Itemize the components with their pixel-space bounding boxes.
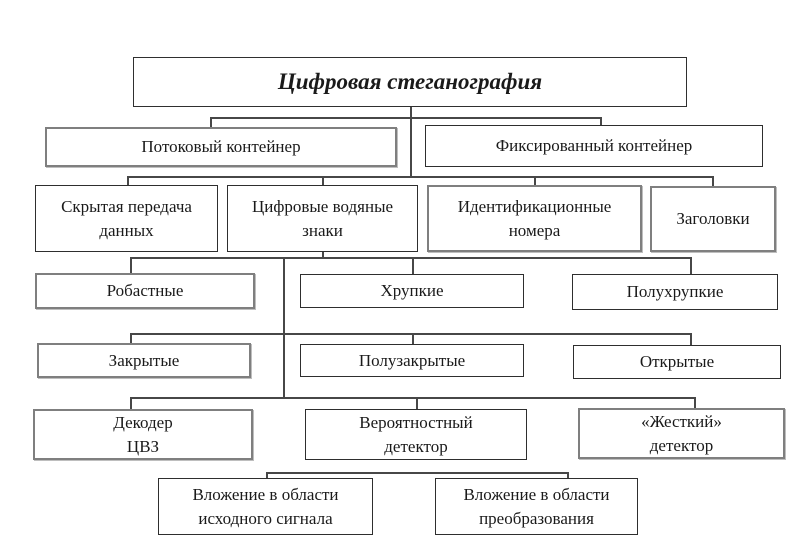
node-label-line: знаки (302, 220, 343, 240)
node-label-line: Декодер (113, 412, 173, 432)
node-stream-container (45, 127, 397, 167)
node-label-line: Полузакрытые (358, 350, 466, 370)
node-probabilistic-detector (305, 409, 527, 460)
node-label-line: исходного сигнала (198, 508, 333, 528)
node-label-line: Закрытые (108, 350, 180, 370)
node-embedding-source-domain (158, 478, 373, 535)
connector-line (130, 333, 692, 335)
node-fragile (300, 274, 524, 308)
node-label-line: Скрытая передача (61, 196, 192, 216)
node-label-line: Вложение в области (192, 484, 339, 504)
node-digital-watermarks (227, 185, 418, 252)
node-hard-detector (578, 408, 785, 459)
node-label-line: Полухрупкие (626, 282, 724, 302)
node-label-line: Потоковый контейнер (141, 137, 301, 157)
node-label-line: Хрупкие (380, 281, 444, 301)
node-label-line: Открытые (639, 352, 715, 372)
node-label-line: ЦВЗ (126, 436, 160, 456)
node-headers (650, 186, 776, 252)
connector-line (690, 257, 692, 275)
connector-line (412, 257, 414, 275)
node-label-line: Вложение в области (463, 484, 610, 504)
node-embedding-transform-domain (435, 478, 638, 535)
node-label-line: преобразования (479, 508, 594, 528)
connector-line (130, 397, 696, 399)
node-label-line: Цифровая стеганография (277, 68, 543, 94)
connector-line (210, 117, 601, 119)
node-label-line: детектор (649, 435, 714, 455)
node-label-line: Заголовки (676, 209, 750, 229)
node-open (573, 345, 781, 379)
node-label-line: детектор (384, 436, 448, 456)
node-closed (37, 343, 251, 378)
connector-line (130, 257, 132, 274)
node-decoder-tsvz (33, 409, 253, 460)
connector-line (130, 257, 692, 259)
node-identification-numbers (427, 185, 642, 252)
node-label-line: данных (99, 220, 154, 240)
node-label-line: Фиксированный контейнер (495, 136, 693, 156)
node-hidden-data-transfer (35, 185, 218, 252)
connector-line (283, 257, 285, 398)
connector-line (127, 176, 714, 178)
node-label-line: Идентификационные (457, 196, 612, 216)
node-root (133, 57, 687, 107)
connector-line (712, 176, 714, 186)
node-label-line: Вероятностный (359, 412, 473, 432)
node-label-line: Робастные (106, 281, 184, 301)
node-label-line: «Жесткий» (641, 411, 722, 431)
node-semi-fragile (572, 274, 778, 310)
node-label-line: номера (508, 220, 561, 240)
node-fixed-container (425, 125, 763, 167)
connector-line (266, 472, 569, 474)
node-semi-closed (300, 344, 524, 377)
node-label-line: Цифровые водяные (251, 196, 394, 216)
node-robust (35, 273, 255, 309)
